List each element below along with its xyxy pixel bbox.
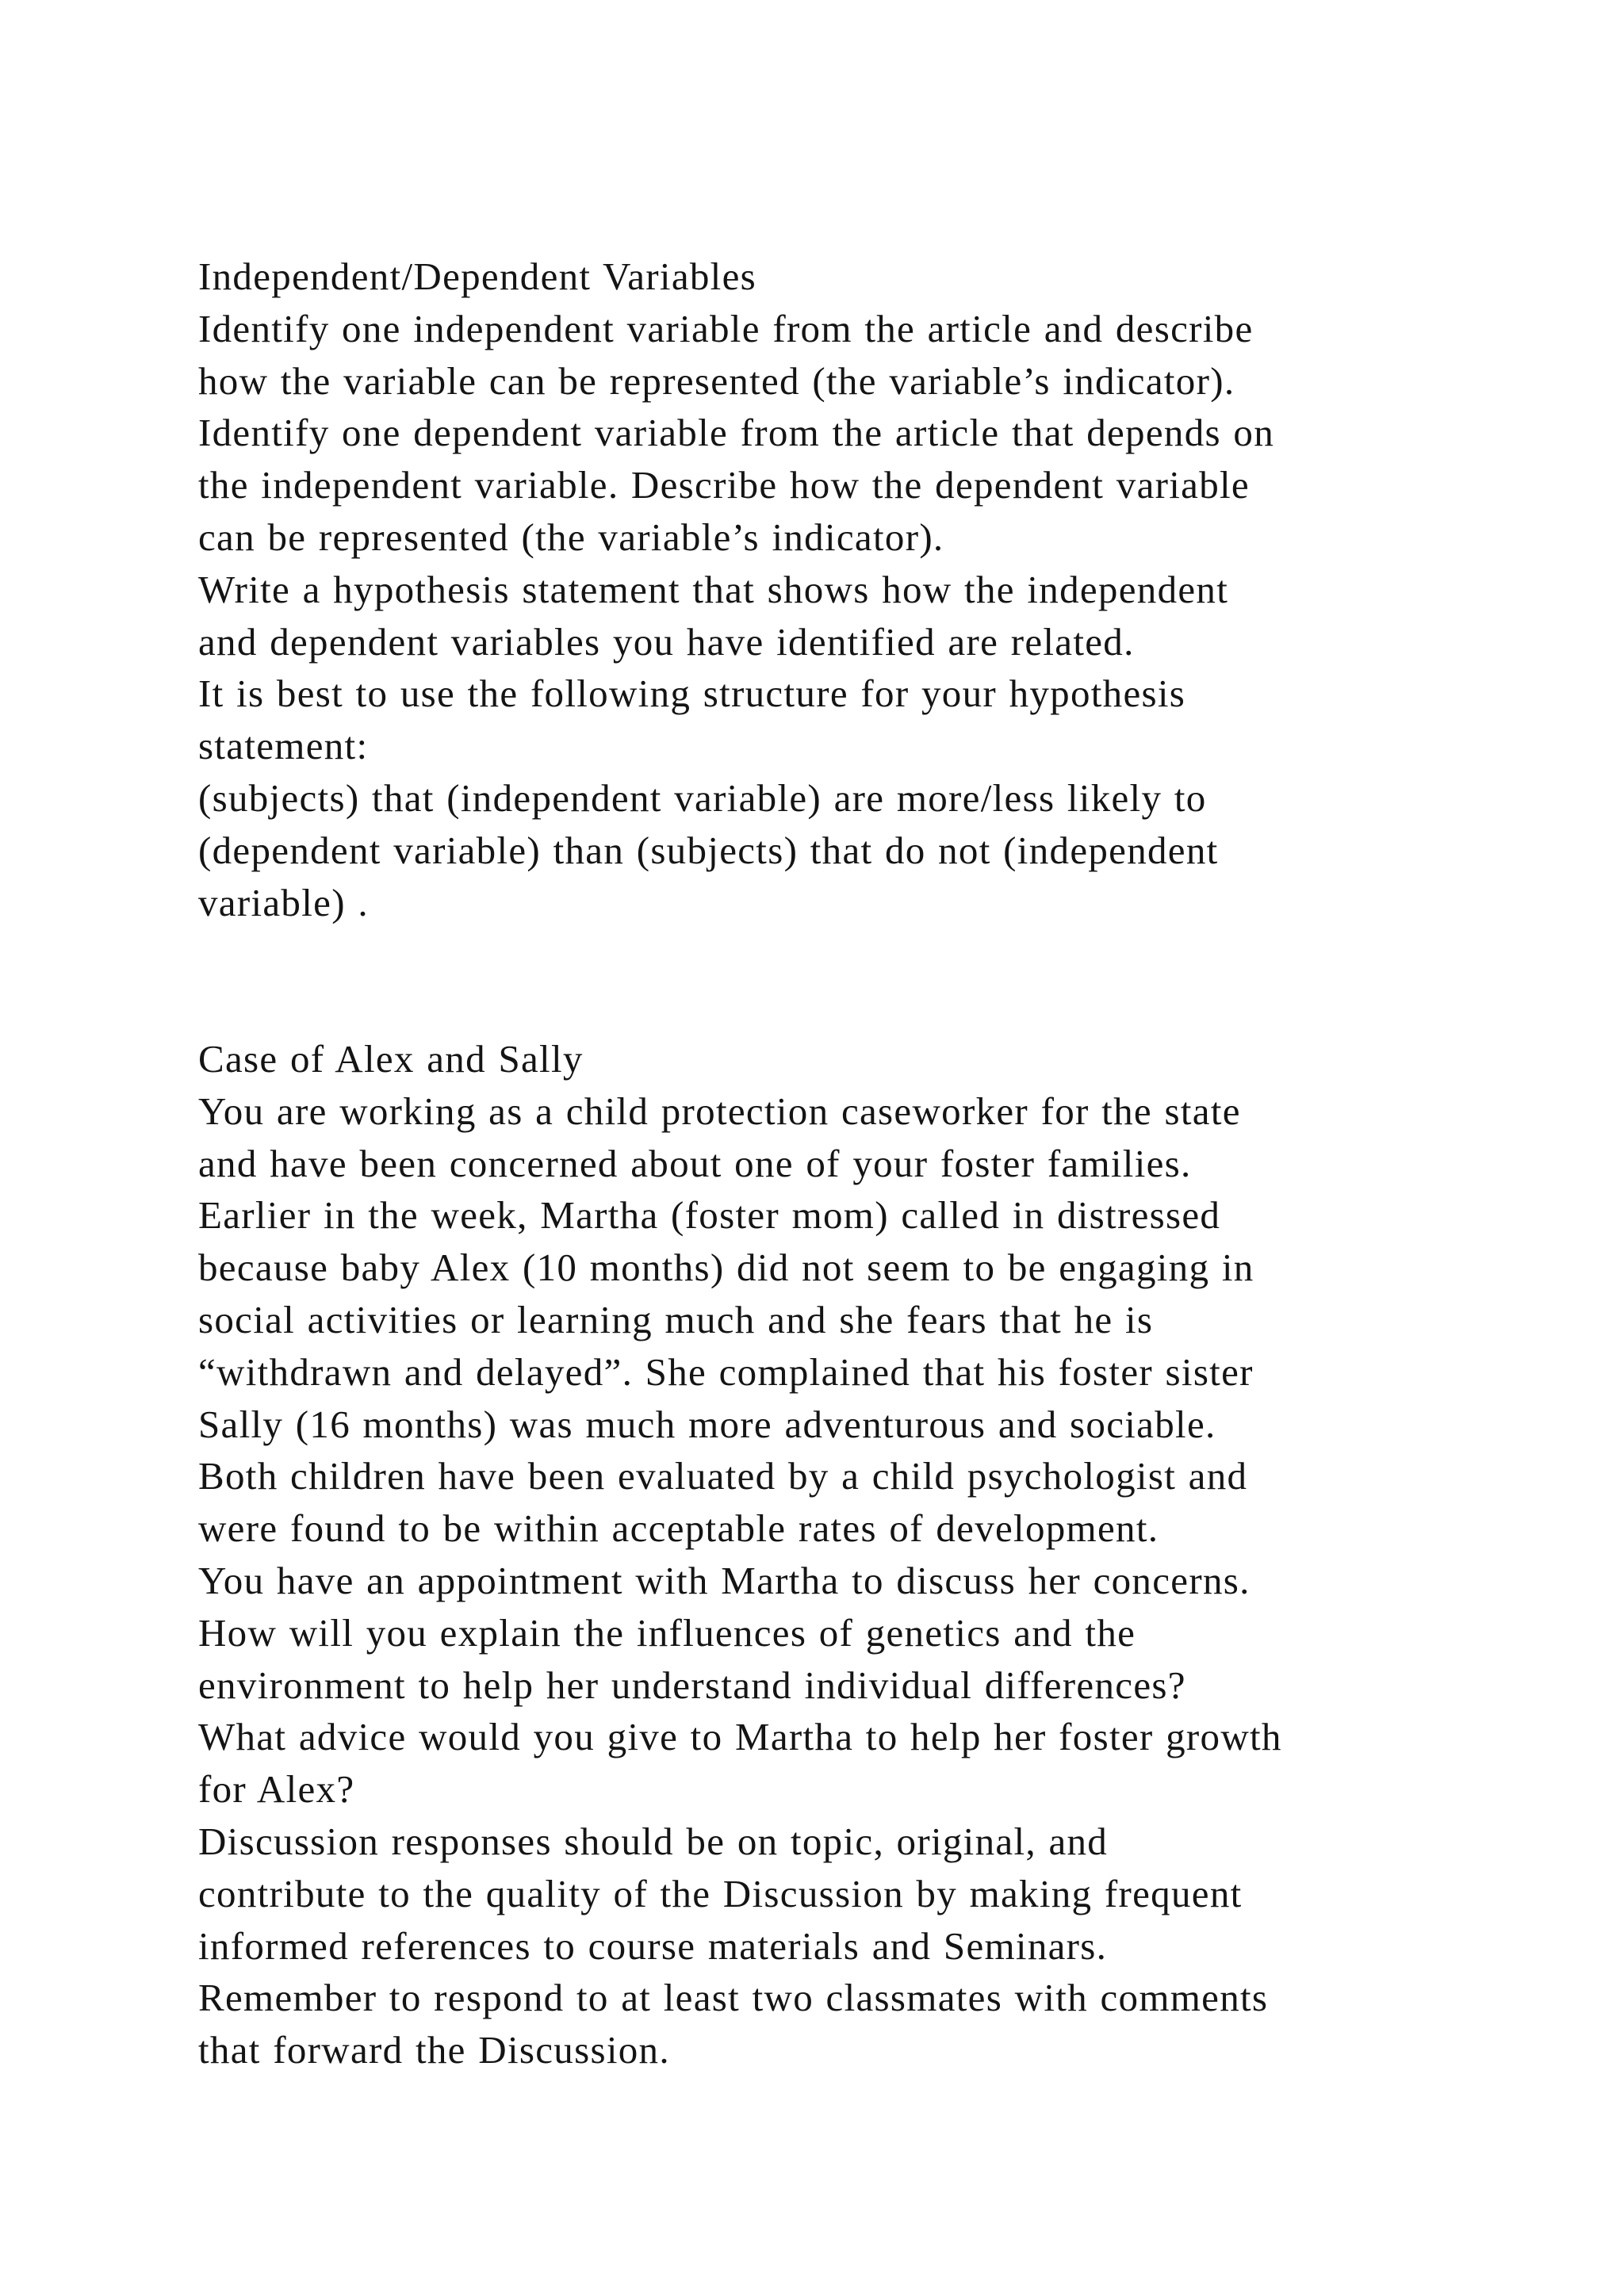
paragraph-line: You have an appointment with Martha to discuss her concerns. — [198, 1558, 1251, 1602]
paragraph-line: how the variable can be represented (the variable’s indicator). — [198, 358, 1235, 403]
section-title-variables: Independent/Dependent Variables — [198, 254, 757, 298]
paragraph-line: for Alex? — [198, 1767, 355, 1812]
paragraph-line: Sally (16 months) was much more adventurous and sociable. — [198, 1402, 1216, 1446]
paragraph-line: (subjects) that (independent variable) are more/less likely to — [198, 775, 1207, 820]
paragraph-line: and have been concerned about one of your foster families. — [198, 1141, 1192, 1185]
paragraph-line: that forward the Discussion. — [198, 2028, 670, 2072]
paragraph-line: and dependent variables you have identified are related. — [198, 619, 1135, 664]
paragraph-line: Write a hypothesis statement that shows how the independent — [198, 567, 1229, 611]
paragraph-line: variable) . — [198, 880, 369, 924]
paragraph-line: Discussion responses should be on topic, original, and — [198, 1819, 1109, 1863]
paragraph-line: contribute to the quality of the Discussion by making frequent — [198, 1871, 1243, 1915]
paragraph-line: statement: — [198, 724, 369, 768]
paragraph-line: can be represented (the variable’s indicator). — [198, 515, 944, 559]
paragraph-line: informed references to course materials and Seminars. — [198, 1923, 1108, 1968]
document-body — [198, 251, 1507, 2076]
paragraph-line: Both children have been evaluated by a child psychologist and — [198, 1454, 1248, 1498]
paragraph-line: “withdrawn and delayed”. She complained that his foster sister — [198, 1349, 1254, 1394]
paragraph-line: How will you explain the influences of genetics and the — [198, 1610, 1136, 1655]
paragraph-line: Earlier in the week, Martha (foster mom) called in distressed — [198, 1193, 1221, 1238]
paragraph-line: Remember to respond to at least two classmates with comments — [198, 1976, 1269, 2020]
paragraph-line: It is best to use the following structure for your hypothesis — [198, 672, 1186, 716]
paragraph-line: were found to be within acceptable rates of development. — [198, 1506, 1159, 1551]
paragraph-line: Identify one independent variable from the article and describe — [198, 306, 1254, 350]
paragraph-line: Identify one dependent variable from the article that depends on — [198, 411, 1275, 455]
paragraph-line: environment to help her understand individual differences? — [198, 1663, 1186, 1707]
paragraph-line: What advice would you give to Martha to help her foster growth — [198, 1715, 1282, 1759]
paragraph-line: You are working as a child protection caseworker for the state — [198, 1089, 1241, 1133]
paragraph-line: because baby Alex (10 months) did not seem to be engaging in — [198, 1246, 1254, 1290]
paragraph-line: the independent variable. Describe how the dependent variable — [198, 463, 1250, 507]
paragraph-line: (dependent variable) than (subjects) that do not (independent — [198, 828, 1219, 872]
section-title-case: Case of Alex and Sally — [198, 1036, 584, 1081]
section-spacer — [198, 928, 1507, 1033]
paragraph-line: social activities or learning much and she fears that he is — [198, 1297, 1154, 1341]
